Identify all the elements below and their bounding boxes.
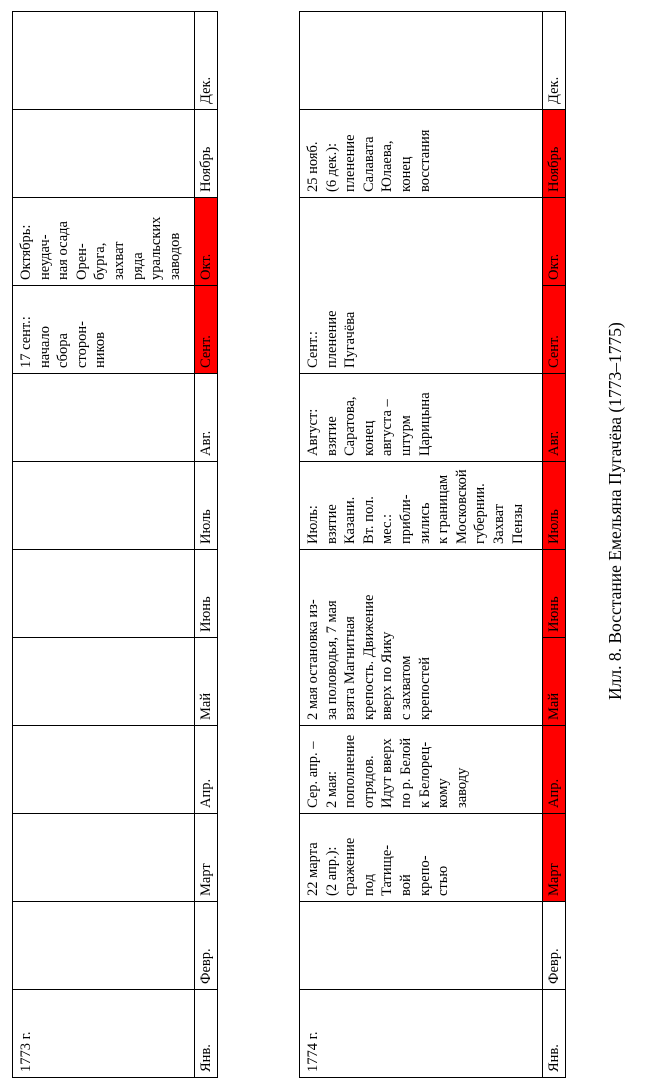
event-1774-sept: Сент.: пленение Пугачёва — [305, 310, 359, 368]
year-label: 1774 г. — [305, 1031, 321, 1072]
figure-caption: Илл. 8. Восстание Емельяна Пугачёва (1773–1775) — [605, 322, 625, 700]
month-1773-jun: Июнь — [195, 550, 218, 638]
year-label: 1773 г. — [18, 1031, 34, 1072]
event-1774-mar: 22 марта (2 апр.): сражение под Татище- вой крепо- стью — [305, 837, 452, 896]
cell-1773-nov — [13, 110, 195, 198]
cell-1773-mar — [13, 814, 195, 902]
table-1774 — [299, 11, 566, 1078]
event-1774-jul: Июль: взятие Казани. Вт. пол. мес.: прибли- зились к границам Московской губернии. Захват Пензы — [305, 469, 526, 544]
month-1773-jul: Июль — [195, 462, 218, 550]
month-1773-oct: Окт. — [195, 198, 218, 286]
cell-1774-jan — [300, 990, 543, 1078]
month-1774-feb: Февр. — [543, 902, 566, 990]
cell-1774-may-jun — [300, 549, 543, 725]
month-1774-apr: Апр. — [543, 726, 566, 814]
month-1774-oct: Окт. — [543, 197, 566, 285]
cell-1773-jun — [13, 550, 195, 638]
cell-1774-feb — [300, 902, 543, 990]
cell-1774-aug — [300, 373, 543, 461]
month-1773-jan: Янв. — [195, 990, 218, 1078]
cell-1773-aug — [13, 374, 195, 462]
month-1773-dec: Дек. — [195, 12, 218, 110]
month-1774-sep: Сент. — [543, 285, 566, 373]
cell-1773-jul — [13, 462, 195, 550]
month-1773-aug: Авг. — [195, 374, 218, 462]
event-1773-sept: 17 сент.: начало сбора сторон- ников — [18, 316, 109, 368]
table-1773 — [12, 11, 218, 1078]
month-1774-jul: Июль — [543, 461, 566, 549]
cell-1773-jan — [13, 990, 195, 1078]
cell-1773-feb — [13, 902, 195, 990]
month-1774-nov: Ноябрь — [543, 109, 566, 197]
cell-1774-apr — [300, 726, 543, 814]
month-1774-may: Май — [543, 638, 566, 726]
month-1773-feb: Февр. — [195, 902, 218, 990]
event-1774-apr: Сер. апр. – 2 мая: пополнение отрядов. Идут вверх по р. Белой к Белорец- кому заводу — [305, 734, 470, 808]
month-1774-jan: Янв. — [543, 990, 566, 1078]
month-1774-dec: Дек. — [543, 11, 566, 109]
cell-1773-sep — [13, 286, 195, 374]
cell-1774-mar — [300, 814, 543, 902]
month-1773-apr: Апр. — [195, 726, 218, 814]
month-1774-mar: Март — [543, 814, 566, 902]
month-1773-may: Май — [195, 638, 218, 726]
event-1774-aug: Август: взятие Саратова, конец августа – штурм Царицына — [305, 392, 433, 456]
month-1774-aug: Авг. — [543, 373, 566, 461]
cell-1773-apr — [13, 726, 195, 814]
month-1773-sep: Сент. — [195, 286, 218, 374]
event-1774-may-jun: 2 мая остановка из- за половодья, 7 мая взята Магнитная крепость. Движение вверх по Яику с захватом крепостей — [305, 594, 433, 720]
cell-1773-may — [13, 638, 195, 726]
event-1773-oct: Октябрь: неудач- ная осада Орен- бурга, захват ряда уральских заводов — [18, 216, 183, 280]
cell-1773-dec — [13, 12, 195, 110]
month-1773-mar: Март — [195, 814, 218, 902]
month-1774-jun: Июнь — [543, 549, 566, 637]
cell-1773-oct — [13, 198, 195, 286]
event-1774-nov: 25 нояб. (6 дек.): пленение Салавата Юлаева, конец восстания — [305, 129, 433, 192]
month-1773-nov: Ноябрь — [195, 110, 218, 198]
cell-1774-nov — [300, 109, 543, 197]
cell-1774-dec — [300, 11, 543, 109]
cell-1774-sep-oct — [300, 197, 543, 373]
cell-1774-jul — [300, 461, 543, 549]
